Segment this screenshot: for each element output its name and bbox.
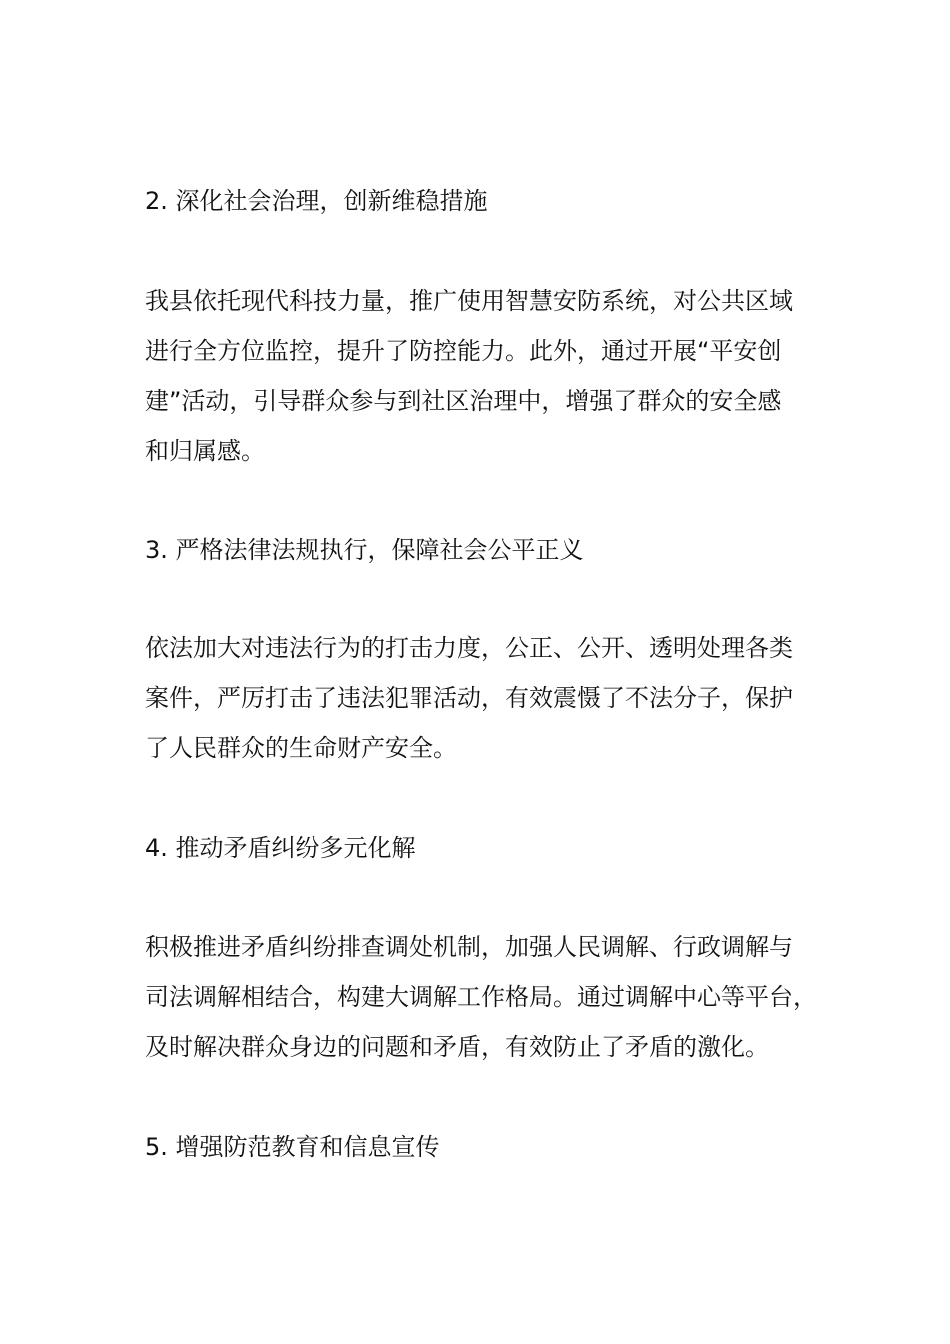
body-line: 积极推进矛盾纠纷排查调处机制，加强人民调解、行政调解与 bbox=[145, 933, 793, 961]
body-line: 及时解决群众身边的问题和矛盾，有效防止了矛盾的激化。 bbox=[145, 1033, 769, 1061]
body-line: 依法加大对违法行为的打击力度，公正、公开、透明处理各类 bbox=[145, 634, 793, 662]
body-line: 了人民群众的生命财产安全。 bbox=[145, 734, 457, 762]
section-body-3 bbox=[145, 623, 835, 773]
body-line: 案件，严厉打击了违法犯罪活动，有效震慑了不法分子，保护 bbox=[145, 684, 793, 712]
body-line: 我县依托现代科技力量，推广使用智慧安防系统，对公共区域 bbox=[145, 287, 793, 315]
section-heading-5: 5. 增强防范教育和信息宣传 bbox=[145, 1133, 440, 1161]
body-line: 建”活动，引导群众参与到社区治理中，增强了群众的安全感 bbox=[145, 387, 782, 415]
body-line: 进行全方位监控，提升了防控能力。此外，通过开展“平安创 bbox=[145, 337, 782, 365]
section-body-4 bbox=[145, 922, 835, 1072]
section-heading-3: 3. 严格法律法规执行，保障社会公平正义 bbox=[145, 536, 584, 564]
section-heading-2: 2. 深化社会治理，创新维稳措施 bbox=[145, 187, 488, 215]
body-line: 和归属感。 bbox=[145, 437, 265, 465]
section-heading-4: 4. 推动矛盾纠纷多元化解 bbox=[145, 834, 416, 862]
section-body-2 bbox=[145, 276, 835, 476]
body-line: 司法调解相结合，构建大调解工作格局。通过调解中心等平台， bbox=[145, 983, 817, 1011]
